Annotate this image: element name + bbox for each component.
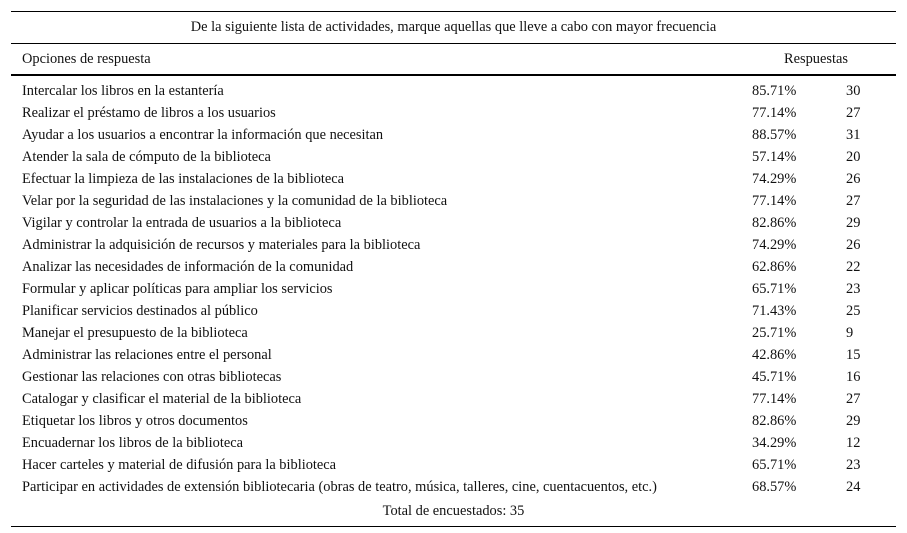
row-percent: 74.29%: [752, 171, 797, 187]
row-percent: 68.57%: [752, 479, 797, 495]
table-row: [11, 344, 896, 366]
row-count: 27: [846, 391, 861, 407]
row-option: Catalogar y clasificar el material de la biblioteca: [22, 391, 302, 407]
row-option: Ayudar a los usuarios a encontrar la información que necesitan: [22, 127, 384, 143]
row-count: 27: [846, 193, 861, 209]
row-count: 22: [846, 259, 861, 275]
row-count: 26: [846, 237, 861, 253]
row-percent: 65.71%: [752, 281, 797, 297]
table-row: [11, 454, 896, 476]
row-option: Realizar el préstamo de libros a los usuarios: [22, 105, 276, 121]
row-count: 25: [846, 303, 861, 319]
table-header: [11, 44, 896, 74]
row-option: Formular y aplicar políticas para ampliar los servicios: [22, 281, 333, 297]
row-option: Administrar las relaciones entre el personal: [22, 347, 272, 363]
row-percent: 65.71%: [752, 457, 797, 473]
row-count: 12: [846, 435, 861, 451]
table-title: De la siguiente lista de actividades, marque aquellas que lleve a cabo con mayor frecuencia: [190, 19, 717, 35]
row-option: Atender la sala de cómputo de la biblioteca: [22, 149, 271, 165]
row-percent: 45.71%: [752, 369, 797, 385]
row-percent: 77.14%: [752, 105, 797, 121]
table-row: [11, 234, 896, 256]
row-count: 29: [846, 215, 861, 231]
row-option: Administrar la adquisición de recursos y materiales para la biblioteca: [22, 237, 421, 253]
row-option: Etiquetar los libros y otros documentos: [22, 413, 248, 429]
row-count: 23: [846, 281, 861, 297]
table-row: [11, 102, 896, 124]
row-percent: 77.14%: [752, 391, 797, 407]
row-percent: 62.86%: [752, 259, 797, 275]
table-row: [11, 256, 896, 278]
row-option: Gestionar las relaciones con otras bibliotecas: [22, 369, 282, 385]
row-option: Intercalar los libros en la estantería: [22, 83, 224, 99]
row-count: 9: [846, 325, 854, 341]
table-row: [11, 300, 896, 322]
row-option: Participar en actividades de extensión bibliotecaria (obras de teatro, música, talleres, cine, cuentacuentos, etc.): [22, 479, 657, 495]
row-option: Analizar las necesidades de información de la comunidad: [22, 259, 354, 275]
row-percent: 82.86%: [752, 215, 797, 231]
total-respondents: Total de encuestados: 35: [382, 503, 525, 519]
table-row: [11, 278, 896, 300]
row-option: Encuadernar los libros de la biblioteca: [22, 435, 243, 451]
row-count: 23: [846, 457, 861, 473]
row-percent: 74.29%: [752, 237, 797, 253]
row-count: 31: [846, 127, 861, 143]
table-row: [11, 146, 896, 168]
row-option: Hacer carteles y material de difusión para la biblioteca: [22, 457, 337, 473]
row-percent: 25.71%: [752, 325, 797, 341]
header-options: Opciones de respuesta: [22, 51, 151, 67]
table-row: [11, 168, 896, 190]
row-count: 24: [846, 479, 861, 495]
table-row: [11, 476, 896, 498]
row-count: 20: [846, 149, 861, 165]
header-responses: Respuestas: [784, 51, 848, 67]
row-count: 15: [846, 347, 861, 363]
row-percent: 88.57%: [752, 127, 797, 143]
row-option: Velar por la seguridad de las instalaciones y la comunidad de la biblioteca: [22, 193, 448, 209]
row-percent: 82.86%: [752, 413, 797, 429]
table-body: [11, 76, 896, 500]
table-row: [11, 80, 896, 102]
survey-table: [11, 11, 896, 527]
table-row: [11, 366, 896, 388]
row-option: Manejar el presupuesto de la biblioteca: [22, 325, 248, 341]
row-percent: 57.14%: [752, 149, 797, 165]
table-row: [11, 124, 896, 146]
row-percent: 77.14%: [752, 193, 797, 209]
row-count: 27: [846, 105, 861, 121]
row-count: 30: [846, 83, 861, 99]
table-row: [11, 388, 896, 410]
bottom-rule: [11, 526, 896, 527]
row-option: Vigilar y controlar la entrada de usuarios a la biblioteca: [22, 215, 342, 231]
table-row: [11, 322, 896, 344]
row-percent: 85.71%: [752, 83, 797, 99]
row-count: 26: [846, 171, 861, 187]
table-row: [11, 432, 896, 454]
row-count: 29: [846, 413, 861, 429]
row-option: Planificar servicios destinados al público: [22, 303, 258, 319]
table-row: [11, 190, 896, 212]
row-percent: 42.86%: [752, 347, 797, 363]
row-percent: 34.29%: [752, 435, 797, 451]
row-count: 16: [846, 369, 861, 385]
table-row: [11, 410, 896, 432]
row-option: Efectuar la limpieza de las instalaciones de la biblioteca: [22, 171, 345, 187]
row-percent: 71.43%: [752, 303, 797, 319]
table-row: [11, 212, 896, 234]
